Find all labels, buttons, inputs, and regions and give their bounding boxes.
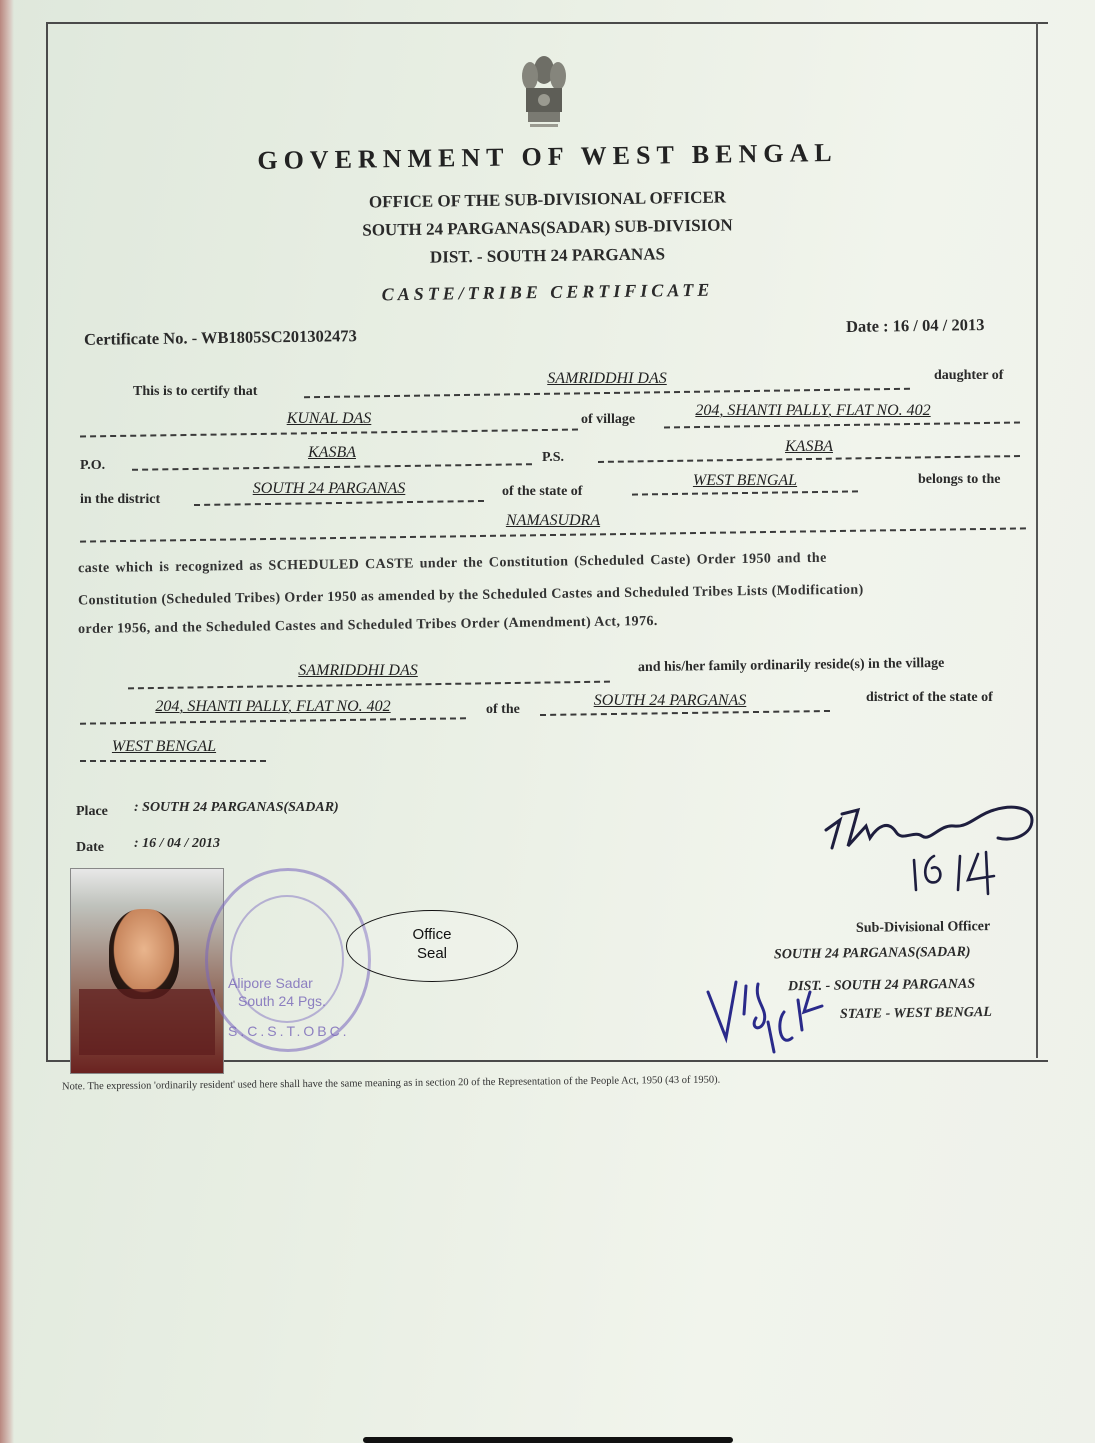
office-seal-line-2: Seal	[416, 945, 448, 962]
place-value: : SOUTH 24 PARGANAS(SADAR)	[134, 800, 339, 815]
certificate-border-right	[1036, 22, 1038, 1058]
village-value-text: 204, SHANTI PALLY, FLAT NO. 402	[695, 402, 931, 419]
po-label: P.O.	[80, 458, 106, 473]
resides-district	[540, 692, 800, 710]
district-state-label: district of the state of	[866, 690, 993, 705]
of-the-label: of the	[486, 702, 520, 717]
stamp-text-2: South 24 Pgs.	[238, 993, 326, 1009]
belongs-label: belongs to the	[918, 472, 1001, 487]
resides-label: and his/her family ordinarily reside(s) in the village	[637, 655, 945, 676]
certificate-type-heading: CASTE/TRIBE CERTIFICATE	[381, 279, 714, 305]
ps-label: P.S.	[542, 450, 565, 465]
paragraph-line-2: Constitution (Scheduled Tribes) Order 1950 as amended by the Scheduled Castes and Scheduled Tribes Lists (Modification)	[77, 582, 864, 609]
resides-state	[80, 738, 248, 756]
date-label: Date	[76, 840, 104, 855]
state-value	[632, 472, 858, 490]
state-value-text: WEST BENGAL	[692, 472, 798, 489]
officer-title: Sub-Divisional Officer	[855, 919, 991, 936]
place-label: Place	[76, 804, 108, 819]
resides-name	[128, 662, 588, 680]
applicant-face	[109, 909, 179, 999]
parent-name-text: KUNAL DAS	[286, 410, 372, 427]
office-line-3: DIST. - SOUTH 24 PARGANAS	[429, 244, 666, 267]
date-value: : 16 / 04 / 2013	[134, 836, 220, 851]
officer-signature	[818, 790, 1048, 900]
certify-label: This is to certify that	[133, 384, 258, 399]
paragraph-line-3: order 1956, and the Scheduled Castes and Scheduled Tribes Order (Amendment) Act, 1976.	[77, 613, 658, 638]
attestation-initials	[698, 952, 848, 1062]
ps-value	[598, 438, 1020, 456]
resides-village	[80, 698, 466, 716]
office-line-2: SOUTH 24 PARGANAS(SADAR) SUB-DIVISION	[362, 215, 733, 240]
district-value	[194, 480, 464, 498]
applicant-name	[304, 370, 910, 388]
district-value-text: SOUTH 24 PARGANAS	[252, 480, 406, 497]
applicant-name-text: SAMRIDDHI DAS	[547, 370, 667, 387]
resides-district-text: SOUTH 24 PARGANAS	[593, 692, 747, 709]
footnote: Note. The expression 'ordinarily resident' used here shall have the same meaning as in section 20 of the Representation of the People Act, 1950 (43 of 1950).	[61, 1074, 721, 1093]
resides-state-line	[80, 760, 266, 762]
resides-state-text: WEST BENGAL	[111, 738, 217, 755]
parent-name	[80, 410, 578, 428]
office-seal	[346, 910, 518, 982]
officer-line-4: STATE - WEST BENGAL	[839, 1004, 992, 1023]
state-label: of the state of	[502, 484, 583, 499]
officer-line-2: SOUTH 24 PARGANAS(SADAR)	[773, 944, 971, 963]
village-label: of village	[581, 412, 636, 427]
officer-line-3: DIST. - SOUTH 24 PARGANAS	[787, 976, 976, 995]
photo-attestation-stamp	[79, 989, 215, 1055]
home-indicator-bar	[363, 1437, 733, 1443]
paragraph-line-1: caste which is recognized as SCHEDULED CASTE under the Constitution (Scheduled Caste) Order 1950 and the	[77, 550, 827, 577]
certificate-date: Date : 16 / 04 / 2013	[845, 315, 985, 336]
government-title: GOVERNMENT OF WEST BENGAL	[257, 137, 838, 176]
certificate-number: Certificate No. - WB1805SC201302473	[83, 326, 357, 349]
stamp-text-3: S.C.S.T.OBC.	[228, 1023, 350, 1039]
stamp-text-1: Alipore Sadar	[228, 975, 313, 991]
resides-village-text: 204, SHANTI PALLY, FLAT NO. 402	[155, 698, 391, 715]
resides-name-text: SAMRIDDHI DAS	[298, 662, 418, 679]
po-value	[132, 444, 532, 462]
caste-value-text: NAMASUDRA	[505, 512, 601, 529]
relation-label: daughter of	[934, 368, 1004, 383]
office-line-1: OFFICE OF THE SUB-DIVISIONAL OFFICER	[368, 187, 727, 212]
village-value	[648, 402, 978, 420]
state-emblem-icon	[514, 50, 574, 136]
caste-value	[80, 512, 1026, 530]
po-value-text: KASBA	[308, 444, 356, 461]
applicant-photo	[70, 868, 224, 1074]
ps-value-text: KASBA	[785, 438, 833, 455]
office-seal-line-1: Office	[412, 926, 452, 943]
district-label: in the district	[80, 492, 161, 507]
